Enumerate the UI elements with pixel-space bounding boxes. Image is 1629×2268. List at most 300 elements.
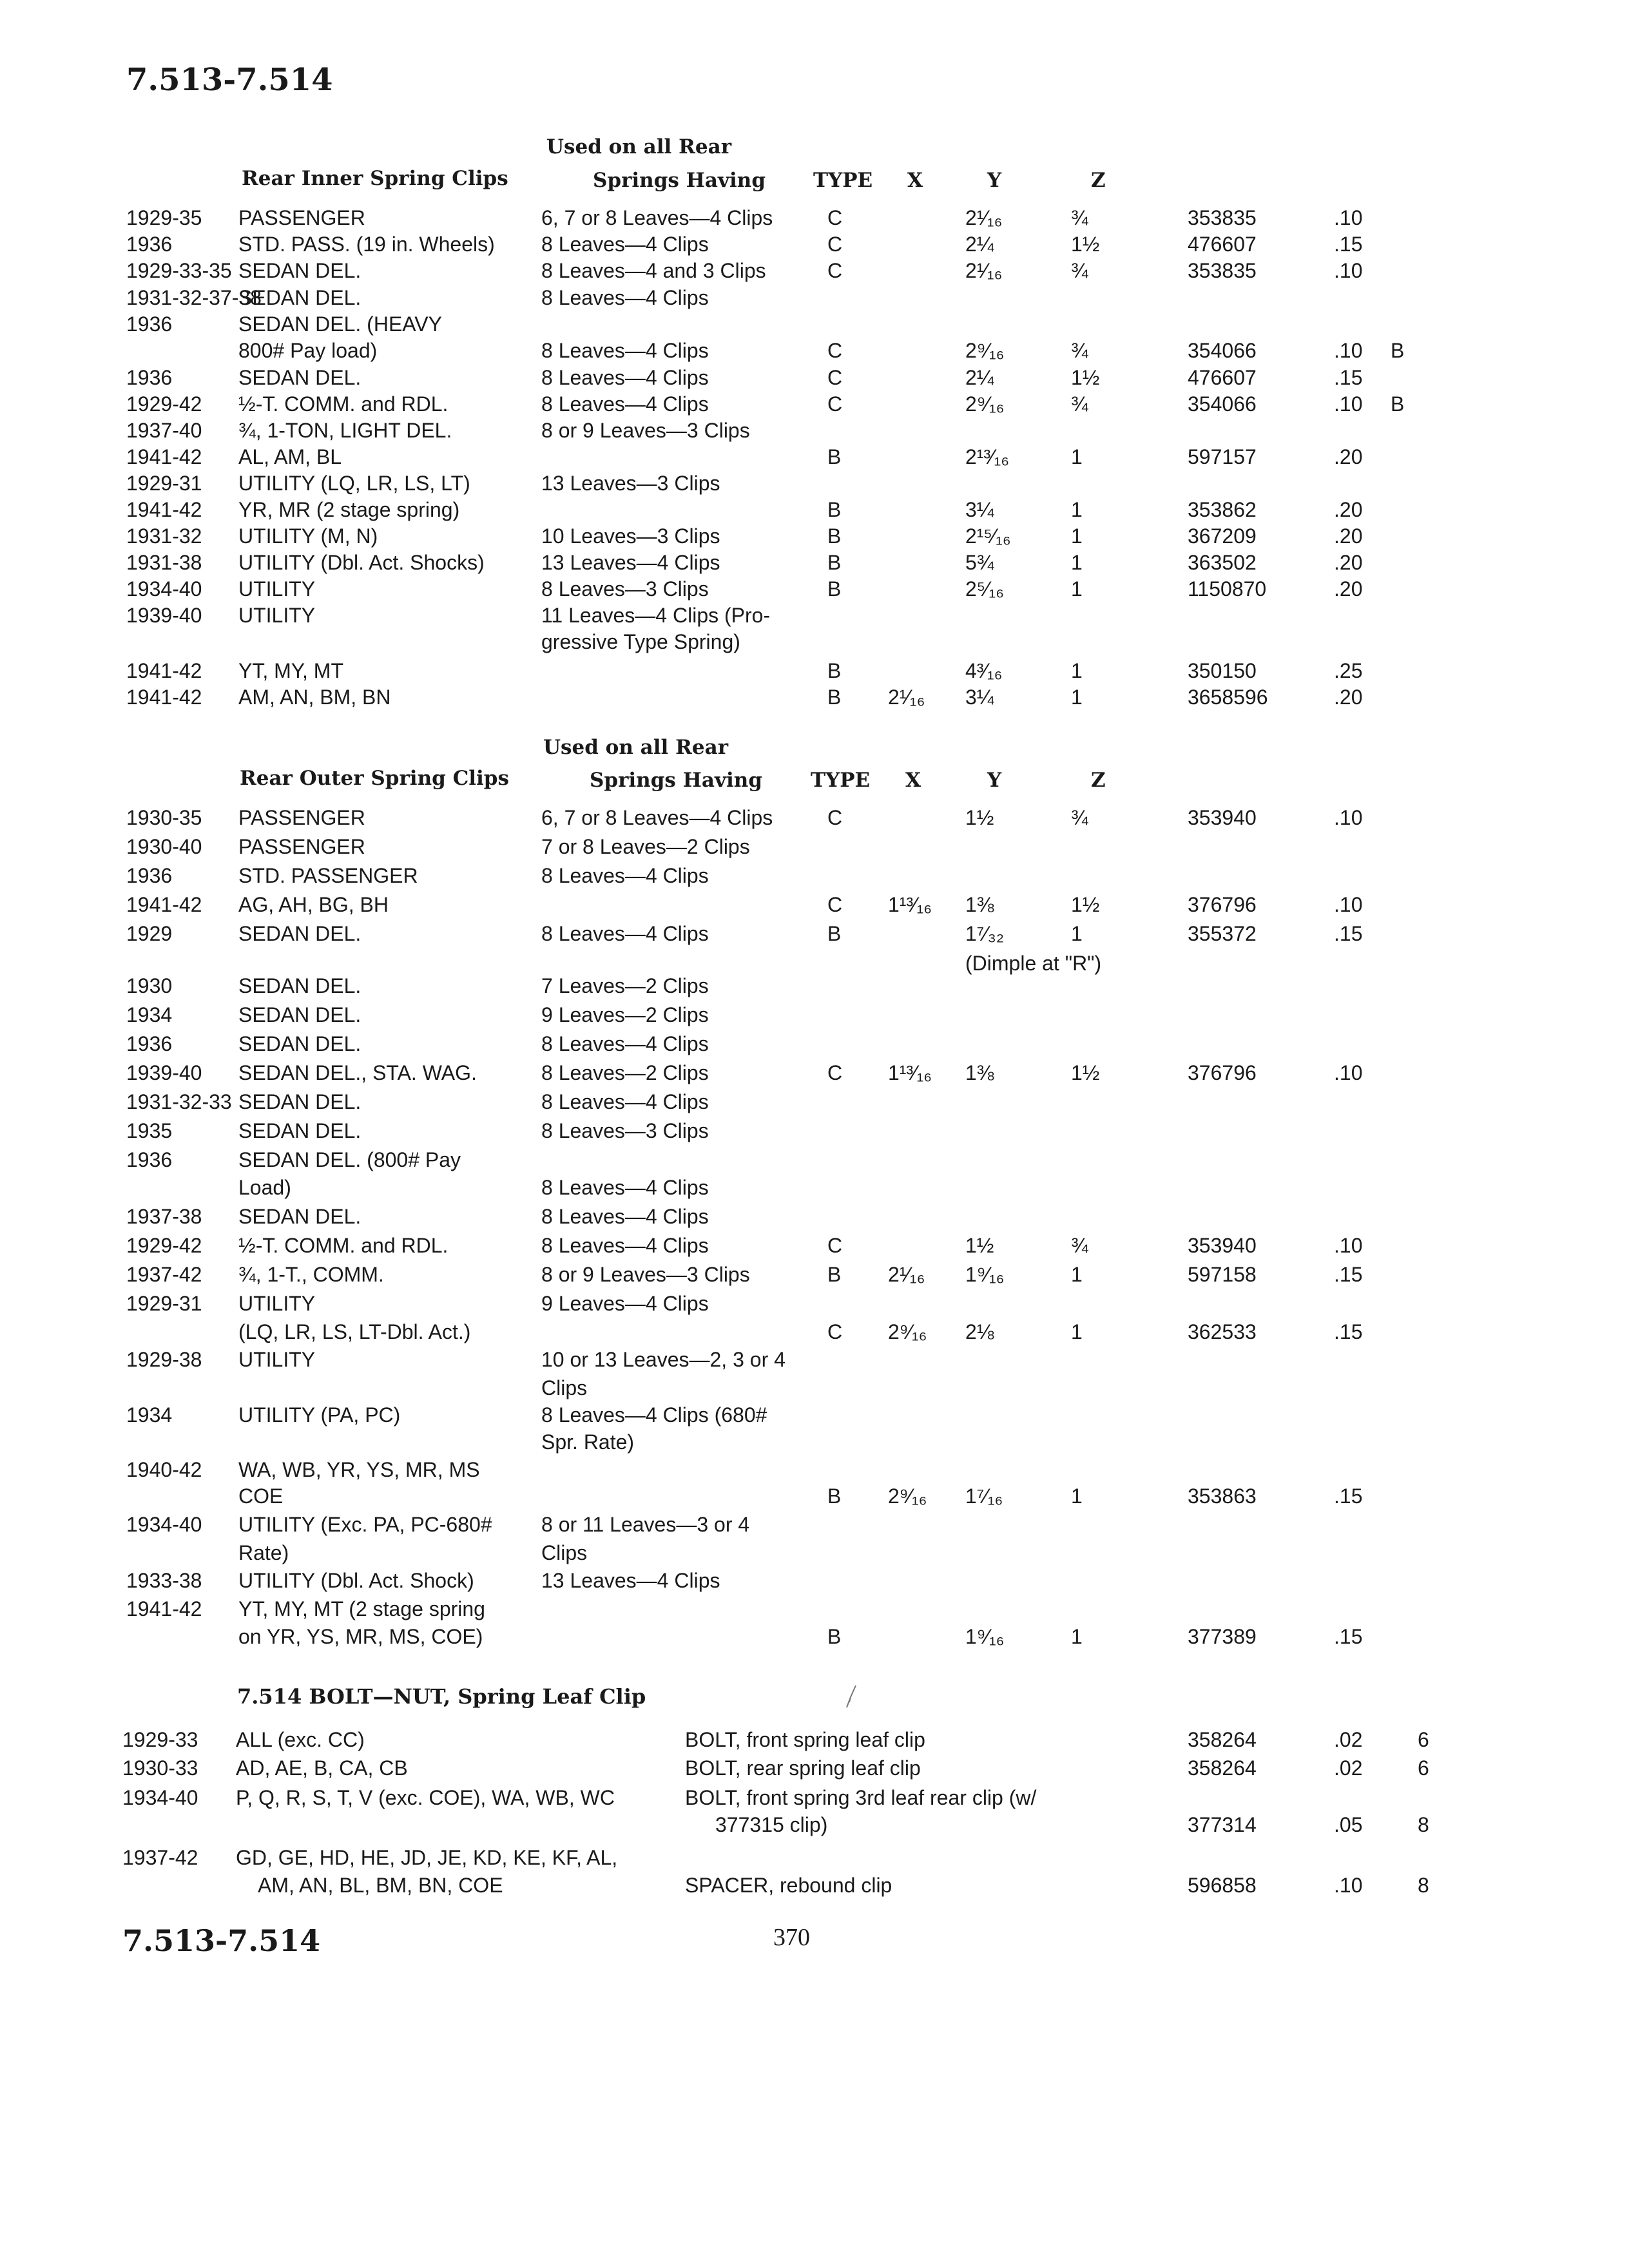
- cell-z: 1½: [1071, 366, 1100, 389]
- cell-type: B: [827, 498, 842, 521]
- cell-springs: 8 Leaves—3 Clips: [541, 1119, 709, 1142]
- cell-years: 1937-38: [126, 1205, 202, 1228]
- cell-model: UTILITY (LQ, LR, LS, LT): [238, 472, 470, 495]
- cell-years: 1931-32: [126, 524, 202, 548]
- cell-z: ¾: [1071, 1234, 1088, 1257]
- cell-z: 1: [1071, 1320, 1083, 1343]
- cell-y: 2⁹⁄₁₆: [965, 339, 1005, 362]
- cell-x: 2⁹⁄₁₆: [888, 1485, 927, 1508]
- cell-model: STD. PASS. (19 in. Wheels): [238, 233, 495, 256]
- cell-y: 2⁵⁄₁₆: [965, 577, 1005, 601]
- cell-y: 3¼: [965, 498, 994, 521]
- table-row: [0, 1375, 1629, 1399]
- cell-type: C: [827, 259, 843, 282]
- cell-model: WA, WB, YR, YS, MR, MS: [238, 1458, 480, 1481]
- cell-years: 1930-33: [122, 1756, 198, 1780]
- cell-z: ¾: [1071, 339, 1088, 362]
- cell-model: PASSENGER: [238, 835, 365, 858]
- cell-springs: 8 Leaves—4 Clips: [541, 233, 709, 256]
- cell-springs: 8 or 9 Leaves—3 Clips: [541, 419, 750, 442]
- cell-model: UTILITY (Exc. PA, PC-680#: [238, 1513, 492, 1536]
- cell-price: .15: [1334, 1625, 1363, 1648]
- cell-desc: SPACER, rebound clip: [685, 1874, 892, 1897]
- cell-years: 1929-33: [122, 1728, 198, 1751]
- table-row: [0, 1872, 1629, 1897]
- table-row: [0, 1147, 1629, 1171]
- cell-z: 1: [1071, 659, 1083, 682]
- inner-section-heading: Rear Inner Spring Clips: [242, 167, 508, 190]
- cell-price: .10: [1334, 206, 1363, 229]
- cell-y: 1⅜: [965, 1061, 994, 1084]
- cell-model: AM, AN, BM, BN: [238, 686, 391, 709]
- cell-x: 2⁹⁄₁₆: [888, 1320, 927, 1343]
- cell-springs: 11 Leaves—4 Clips (Pro-: [541, 604, 771, 627]
- cell-part: 363502: [1188, 551, 1257, 574]
- cell-springs: 8 Leaves—4 Clips: [541, 366, 709, 389]
- cell-price: .15: [1334, 922, 1363, 945]
- cell-springs: 8 Leaves—4 and 3 Clips: [541, 259, 766, 282]
- cell-y: 1½: [965, 1234, 994, 1257]
- cell-model: Load): [238, 1176, 291, 1199]
- cell-years: 1936: [126, 1148, 173, 1171]
- table-row: [0, 1429, 1629, 1454]
- cell-y: 2¹³⁄₁₆: [965, 445, 1010, 468]
- cell-years: 1935: [126, 1119, 173, 1142]
- cell-years: 1934-40: [122, 1786, 198, 1809]
- cell-part: 476607: [1188, 233, 1257, 256]
- table-row: [0, 1060, 1629, 1084]
- cell-years: 1931-32-37-38: [126, 286, 262, 309]
- cell-part: 597158: [1188, 1263, 1257, 1286]
- cell-springs: 8 Leaves—4 Clips: [541, 1090, 709, 1113]
- cell-z: 1: [1071, 686, 1083, 709]
- cell-model: AM, AN, BL, BM, BN, COE: [258, 1874, 503, 1897]
- cell-years: 1931-38: [126, 551, 202, 574]
- cell-years: 1929-42: [126, 1234, 202, 1257]
- table-row: [0, 231, 1629, 256]
- cell-springs: 8 Leaves—4 Clips: [541, 922, 709, 945]
- cell-years: 1940-42: [126, 1458, 202, 1481]
- cell-part: 353835: [1188, 259, 1257, 282]
- cell-part: 354066: [1188, 339, 1257, 362]
- cell-model: SEDAN DEL. (HEAVY: [238, 312, 442, 336]
- cell-price: .10: [1334, 1234, 1363, 1257]
- cell-springs: gressive Type Spring): [541, 630, 740, 653]
- cell-y: 1⁷⁄₁₆: [965, 1485, 1003, 1508]
- cell-years: 1929-33-35: [126, 259, 232, 282]
- cell-model: SEDAN DEL.: [238, 1119, 361, 1142]
- cell-y: 2⁹⁄₁₆: [965, 392, 1005, 416]
- cell-type: B: [827, 577, 842, 601]
- cell-y: 1⅜: [965, 893, 994, 916]
- cell-years: 1941-42: [126, 686, 202, 709]
- cell-price: .05: [1334, 1813, 1363, 1836]
- cell-model: UTILITY: [238, 604, 316, 627]
- cell-years: 1934: [126, 1403, 173, 1427]
- bolt-section-heading: 7.514 BOLT—NUT, Spring Leaf Clip: [237, 1684, 646, 1709]
- cell-price: .15: [1334, 233, 1363, 256]
- cell-years: 1930-40: [126, 835, 202, 858]
- cell-desc: BOLT, front spring leaf clip: [685, 1728, 925, 1751]
- cell-z: 1½: [1071, 893, 1100, 916]
- cell-model: UTILITY (PA, PC): [238, 1403, 401, 1427]
- cell-z: ¾: [1071, 806, 1088, 829]
- cell-price: .10: [1334, 339, 1363, 362]
- cell-price: .10: [1334, 259, 1363, 282]
- cell-model: COE: [238, 1485, 284, 1508]
- cell-y: 2¹⁵⁄₁₆: [965, 524, 1011, 548]
- cell-x: 1¹³⁄₁₆: [888, 893, 932, 916]
- table-row: [0, 1483, 1629, 1508]
- cell-qty: 8: [1418, 1813, 1429, 1836]
- outer-used-header-line1: Used on all Rear: [543, 736, 729, 759]
- cell-z: 1: [1071, 445, 1083, 468]
- cell-part: 476607: [1188, 366, 1257, 389]
- cell-type: C: [827, 233, 843, 256]
- cell-years: 1941-42: [126, 445, 202, 468]
- pencil-mark-icon: [844, 1683, 858, 1709]
- cell-part: 597157: [1188, 445, 1257, 468]
- cell-price: .15: [1334, 366, 1363, 389]
- cell-model: SEDAN DEL.: [238, 259, 361, 282]
- cell-part: 377389: [1188, 1625, 1257, 1648]
- cell-years: 1941-42: [126, 893, 202, 916]
- cell-model: UTILITY (Dbl. Act. Shocks): [238, 551, 485, 574]
- cell-model: SEDAN DEL.: [238, 922, 361, 945]
- page-footer-section: 7.513-7.514: [122, 1923, 321, 1958]
- cell-model: ¾, 1-TON, LIGHT DEL.: [238, 419, 452, 442]
- cell-years: 1941-42: [126, 1597, 202, 1620]
- cell-springs: 6, 7 or 8 Leaves—4 Clips: [541, 806, 773, 829]
- inner-used-header-line2: Springs Having: [593, 169, 766, 192]
- cell-model: YR, MR (2 stage spring): [238, 498, 460, 521]
- cell-price: .20: [1334, 445, 1363, 468]
- table-row: [0, 391, 1629, 416]
- cell-model: ¾, 1-T., COMM.: [238, 1263, 384, 1286]
- cell-price: .20: [1334, 577, 1363, 601]
- table-row: [0, 1031, 1629, 1055]
- cell-model: UTILITY: [238, 1348, 316, 1371]
- inner-z-header: Z: [1091, 169, 1106, 192]
- cell-springs: 10 Leaves—3 Clips: [541, 524, 720, 548]
- table-row: [0, 576, 1629, 601]
- cell-part: 358264: [1188, 1728, 1257, 1751]
- cell-springs: 8 Leaves—4 Clips: [541, 864, 709, 887]
- table-row: [0, 444, 1629, 468]
- cell-model: GD, GE, HD, HE, JD, JE, KD, KE, KF, AL,: [236, 1846, 618, 1869]
- table-row: [0, 1319, 1629, 1343]
- cell-part: 596858: [1188, 1874, 1257, 1897]
- cell-years: 1933-38: [126, 1569, 202, 1592]
- table-row: [0, 973, 1629, 997]
- cell-x: 2¹⁄₁₆: [888, 686, 925, 709]
- cell-years: 1929-35: [126, 206, 202, 229]
- cell-years: 1930-35: [126, 806, 202, 829]
- table-row: [0, 1596, 1629, 1620]
- cell-model: STD. PASSENGER: [238, 864, 418, 887]
- table-row: [0, 1540, 1629, 1564]
- cell-model: (LQ, LR, LS, LT-Dbl. Act.): [238, 1320, 471, 1343]
- cell-model: SEDAN DEL.: [238, 1205, 361, 1228]
- cell-y: 3¼: [965, 686, 994, 709]
- cell-springs: 8 Leaves—4 Clips: [541, 1032, 709, 1055]
- cell-part: 377314: [1188, 1813, 1257, 1836]
- cell-z: ¾: [1071, 259, 1088, 282]
- cell-years: 1929-31: [126, 472, 202, 495]
- cell-model: UTILITY: [238, 1292, 316, 1315]
- table-row: [0, 602, 1629, 627]
- cell-years: 1934: [126, 1003, 173, 1026]
- cell-price: .10: [1334, 1874, 1363, 1897]
- cell-years: 1936: [126, 1032, 173, 1055]
- cell-y: 1⁹⁄₁₆: [965, 1263, 1005, 1286]
- cell-model: Rate): [238, 1541, 289, 1564]
- cell-springs: Clips: [541, 1541, 588, 1564]
- cell-years: 1941-42: [126, 498, 202, 521]
- cell-springs: 8 Leaves—4 Clips: [541, 1205, 709, 1228]
- cell-part: 350150: [1188, 659, 1257, 682]
- cell-springs: 9 Leaves—2 Clips: [541, 1003, 709, 1026]
- cell-model: on YR, YS, MR, MS, COE): [238, 1625, 483, 1648]
- cell-y: 5¾: [965, 551, 994, 574]
- cell-model: SEDAN DEL.: [238, 1090, 361, 1113]
- cell-z: 1: [1071, 498, 1083, 521]
- outer-section-heading: Rear Outer Spring Clips: [240, 767, 509, 790]
- cell-years: 1934-40: [126, 1513, 202, 1536]
- cell-model: UTILITY: [238, 577, 316, 601]
- cell-years: 1937-42: [122, 1846, 198, 1869]
- cell-years: 1930: [126, 974, 173, 997]
- inner-type-header: TYPE: [813, 169, 873, 192]
- cell-note: B: [1391, 392, 1405, 416]
- table-row: [0, 205, 1629, 229]
- cell-years: 1939-40: [126, 604, 202, 627]
- cell-z: 1½: [1071, 1061, 1100, 1084]
- cell-springs: 8 or 9 Leaves—3 Clips: [541, 1263, 750, 1286]
- cell-z: 1: [1071, 1625, 1083, 1648]
- cell-y: (Dimple at "R"): [965, 952, 1102, 975]
- cell-years: 1929-31: [126, 1292, 202, 1315]
- cell-model: SEDAN DEL.: [238, 286, 361, 309]
- cell-years: 1936: [126, 366, 173, 389]
- cell-part: 354066: [1188, 392, 1257, 416]
- cell-model: UTILITY (Dbl. Act. Shock): [238, 1569, 474, 1592]
- cell-part: 353940: [1188, 1234, 1257, 1257]
- cell-springs: 9 Leaves—4 Clips: [541, 1292, 709, 1315]
- cell-y: 2¹⁄₁₆: [965, 206, 1003, 229]
- cell-type: B: [827, 1263, 842, 1286]
- cell-springs: Spr. Rate): [541, 1430, 635, 1454]
- cell-years: 1936: [126, 233, 173, 256]
- cell-price: .15: [1334, 1485, 1363, 1508]
- cell-type: C: [827, 392, 843, 416]
- table-row: [0, 523, 1629, 548]
- cell-model: AD, AE, B, CA, CB: [236, 1756, 408, 1780]
- cell-model: PASSENGER: [238, 206, 365, 229]
- cell-springs: 6, 7 or 8 Leaves—4 Clips: [541, 206, 773, 229]
- cell-part: 353862: [1188, 498, 1257, 521]
- cell-price: .10: [1334, 806, 1363, 829]
- cell-model: AG, AH, BG, BH: [238, 893, 389, 916]
- cell-model: SEDAN DEL.: [238, 974, 361, 997]
- table-row: [0, 311, 1629, 336]
- cell-z: 1: [1071, 551, 1083, 574]
- cell-springs: 8 Leaves—4 Clips (680#: [541, 1403, 767, 1427]
- cell-springs: 8 Leaves—4 Clips: [541, 1234, 709, 1257]
- cell-part: 362533: [1188, 1320, 1257, 1343]
- cell-price: .15: [1334, 1263, 1363, 1286]
- cell-years: 1929: [126, 922, 173, 945]
- table-row: [0, 1402, 1629, 1427]
- cell-model: SEDAN DEL., STA. WAG.: [238, 1061, 477, 1084]
- cell-type: B: [827, 551, 842, 574]
- cell-desc: BOLT, rear spring leaf clip: [685, 1756, 921, 1780]
- cell-z: 1: [1071, 1263, 1083, 1286]
- cell-springs: 8 Leaves—4 Clips: [541, 1176, 709, 1199]
- cell-y: 1½: [965, 806, 994, 829]
- cell-price: .02: [1334, 1756, 1363, 1780]
- outer-y-header: Y: [987, 769, 1002, 792]
- cell-part: 367209: [1188, 524, 1257, 548]
- page-number: 370: [773, 1924, 810, 1951]
- cell-y: 1⁷⁄₃₂: [965, 922, 1005, 945]
- cell-y: 2¼: [965, 233, 994, 256]
- cell-model: ½-T. COMM. and RDL.: [238, 392, 448, 416]
- cell-part: 358264: [1188, 1756, 1257, 1780]
- cell-z: 1: [1071, 1485, 1083, 1508]
- table-row: [0, 1089, 1629, 1113]
- cell-type: B: [827, 445, 842, 468]
- cell-years: 1929-38: [126, 1348, 202, 1371]
- cell-springs: 7 Leaves—2 Clips: [541, 974, 709, 997]
- table-row: [0, 1755, 1629, 1780]
- cell-type: B: [827, 686, 842, 709]
- cell-y: 2⅛: [965, 1320, 994, 1343]
- cell-type: C: [827, 806, 843, 829]
- cell-z: 1: [1071, 524, 1083, 548]
- cell-part: 3658596: [1188, 686, 1268, 709]
- cell-years: 1934-40: [126, 577, 202, 601]
- cell-y: 2¼: [965, 366, 994, 389]
- cell-years: 1937-40: [126, 419, 202, 442]
- outer-x-header: X: [905, 769, 921, 792]
- cell-model: P, Q, R, S, T, V (exc. COE), WA, WB, WC: [236, 1786, 615, 1809]
- table-row: [0, 1002, 1629, 1026]
- cell-model: ALL (exc. CC): [236, 1728, 365, 1751]
- cell-model: UTILITY (M, N): [238, 524, 378, 548]
- cell-model: ½-T. COMM. and RDL.: [238, 1234, 448, 1257]
- cell-model: SEDAN DEL.: [238, 1003, 361, 1026]
- cell-z: 1: [1071, 577, 1083, 601]
- cell-note: B: [1391, 339, 1405, 362]
- cell-type: C: [827, 1061, 843, 1084]
- cell-years: 1937-42: [126, 1263, 202, 1286]
- cell-qty: 8: [1418, 1874, 1429, 1897]
- cell-type: C: [827, 893, 843, 916]
- outer-z-header: Z: [1091, 769, 1106, 792]
- cell-z: ¾: [1071, 206, 1088, 229]
- cell-x: 1¹³⁄₁₆: [888, 1061, 932, 1084]
- cell-part: 353863: [1188, 1485, 1257, 1508]
- cell-price: .10: [1334, 392, 1363, 416]
- cell-type: B: [827, 659, 842, 682]
- cell-springs: 8 Leaves—4 Clips: [541, 286, 709, 309]
- cell-type: B: [827, 1485, 842, 1508]
- cell-type: B: [827, 524, 842, 548]
- cell-springs: 13 Leaves—4 Clips: [541, 551, 720, 574]
- cell-z: ¾: [1071, 392, 1088, 416]
- cell-part: 376796: [1188, 893, 1257, 916]
- cell-springs: Clips: [541, 1376, 588, 1399]
- cell-years: 1936: [126, 864, 173, 887]
- table-row: [0, 1118, 1629, 1142]
- cell-springs: 13 Leaves—3 Clips: [541, 472, 720, 495]
- cell-part: 353835: [1188, 206, 1257, 229]
- cell-desc: BOLT, front spring 3rd leaf rear clip (w/: [685, 1786, 1037, 1809]
- cell-price: .10: [1334, 893, 1363, 916]
- cell-model: SEDAN DEL. (800# Pay: [238, 1148, 461, 1171]
- cell-part: 376796: [1188, 1061, 1257, 1084]
- cell-price: .10: [1334, 1061, 1363, 1084]
- cell-model: PASSENGER: [238, 806, 365, 829]
- cell-model: YT, MY, MT (2 stage spring: [238, 1597, 485, 1620]
- cell-part: 1150870: [1188, 577, 1267, 601]
- page-header: 7.513-7.514: [126, 62, 333, 98]
- cell-years: 1936: [126, 312, 173, 336]
- cell-price: .20: [1334, 524, 1363, 548]
- cell-qty: 6: [1418, 1756, 1429, 1780]
- cell-type: C: [827, 366, 843, 389]
- inner-y-header: Y: [987, 169, 1002, 192]
- cell-price: .15: [1334, 1320, 1363, 1343]
- inner-used-header-line1: Used on all Rear: [546, 135, 732, 159]
- table-row: [0, 470, 1629, 495]
- cell-type: C: [827, 339, 843, 362]
- cell-part: 355372: [1188, 922, 1257, 945]
- cell-price: .20: [1334, 686, 1363, 709]
- table-row: [0, 950, 1629, 975]
- cell-y: 2¹⁄₁₆: [965, 259, 1003, 282]
- cell-y: 4³⁄₁₆: [965, 659, 1003, 682]
- cell-springs: 7 or 8 Leaves—2 Clips: [541, 835, 750, 858]
- cell-price: .20: [1334, 551, 1363, 574]
- outer-used-header-line2: Springs Having: [590, 769, 763, 792]
- cell-springs: 8 Leaves—4 Clips: [541, 339, 709, 362]
- cell-x: 2¹⁄₁₆: [888, 1263, 925, 1286]
- cell-model: 800# Pay load): [238, 339, 378, 362]
- cell-price: .20: [1334, 498, 1363, 521]
- cell-type: B: [827, 922, 842, 945]
- cell-springs: 8 Leaves—2 Clips: [541, 1061, 709, 1084]
- cell-model: SEDAN DEL.: [238, 366, 361, 389]
- cell-type: B: [827, 1625, 842, 1648]
- cell-qty: 6: [1418, 1728, 1429, 1751]
- cell-price: .02: [1334, 1728, 1363, 1751]
- table-row: [0, 684, 1629, 709]
- cell-springs: 8 or 11 Leaves—3 or 4: [541, 1513, 750, 1536]
- cell-type: C: [827, 206, 843, 229]
- cell-desc: 377315 clip): [715, 1813, 828, 1836]
- cell-springs: 8 Leaves—3 Clips: [541, 577, 709, 601]
- cell-model: AL, AM, BL: [238, 445, 342, 468]
- cell-part: 353940: [1188, 806, 1257, 829]
- cell-z: 1½: [1071, 233, 1100, 256]
- cell-years: 1929-42: [126, 392, 202, 416]
- cell-years: 1931-32-33: [126, 1090, 232, 1113]
- cell-y: 1⁹⁄₁₆: [965, 1625, 1005, 1648]
- cell-years: 1941-42: [126, 659, 202, 682]
- cell-springs: 8 Leaves—4 Clips: [541, 392, 709, 416]
